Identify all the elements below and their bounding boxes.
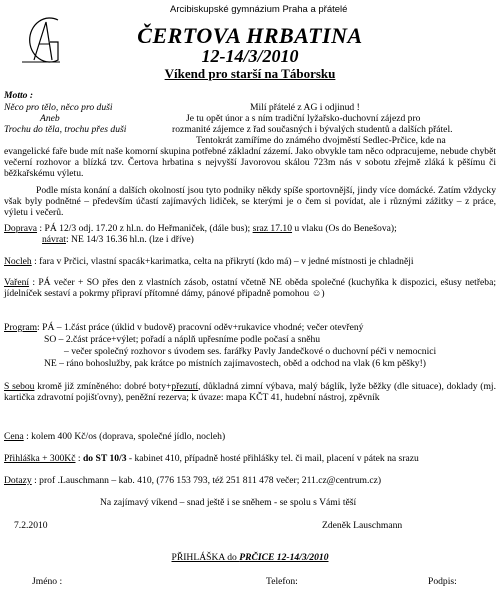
dotazy-label: Dotazy <box>4 475 32 486</box>
section-cena <box>4 431 225 442</box>
program-label: Program <box>4 322 38 333</box>
section-sebou <box>4 381 496 403</box>
section-prihlaska <box>4 453 419 464</box>
nocleh-text: : fara v Prčici, vlastní spacák+karimatka, celta na přikrytí (kdo má) – v jedné místnosti je chladněji <box>31 256 414 267</box>
doprava-text-2: u vlaku (Os do Benešova); <box>292 223 397 234</box>
sebou-prezuti: přezutí <box>171 381 199 392</box>
motto-line-3: Trochu do těla, trochu přes duši <box>4 124 127 135</box>
intro-paragraph-1: evangelické faře bude mít naše komorní skupina potřebné základní zázemí. Jako obvykle tam něco odpracujeme, nebude chybět večerní rozhovor a blízká tzv. Čertova hrbatina s nejvyšší Javorovou skálou 723m nás v sobotu zřejmě zláká k pěšímu či běžkařskému výletu. <box>4 146 496 180</box>
sebou-label: S sebou <box>4 381 35 392</box>
letter-date: 7.2.2010 <box>14 520 48 531</box>
form-title <box>0 552 500 563</box>
motto-line-2: Aneb <box>40 113 60 124</box>
section-vareni <box>4 277 496 299</box>
organization-name: Arcibiskupské gymnázium Praha a přátelé <box>170 4 348 15</box>
section-program <box>4 322 363 333</box>
vareni-label: Vaření <box>4 277 30 288</box>
motto-line-1: Něco pro tělo, něco pro duši <box>4 102 113 113</box>
form-signature-label: Podpis: <box>428 576 457 587</box>
dotazy-text: : prof .Lauschmann – kab. 410, (776 153 793, též 251 811 478 večer; 211.cz@centrum.cz) <box>31 475 382 486</box>
cena-label: Cena <box>4 431 24 442</box>
prihlaska-text-2: - kabinet 410, případně hosté přihlášky tel. či mail, placení v pátek na srazu <box>126 453 419 464</box>
intro-line-1: Je tu opět únor a s ním tradiční lyžařsko-duchovní zájezd pro <box>186 113 421 124</box>
program-saturday: SO – 2.část práce+výlet; pořadí a náplň upřesníme podle počasí a sněhu <box>44 334 321 345</box>
form-title-prefix: PŘIHLÁŠKA do <box>171 552 240 563</box>
prihlaska-deadline: do ST 10/3 <box>82 453 127 464</box>
doprava-text-1: : PÁ 12/3 odj. 17.20 z hl.n. do Heřmaniček, (dále bus); <box>37 223 253 234</box>
program-sunday: NE – ráno bohoslužby, pak krátce po místních zajímavostech, oběd a odchod na vlak (6 km pěšky!) <box>44 358 426 369</box>
greeting: Milí přátelé z AG i odjinud ! <box>250 102 360 113</box>
section-doprava <box>4 223 496 245</box>
cena-text: : kolem 400 Kč/os (doprava, společné jídlo, nocleh) <box>23 431 226 442</box>
prihlaska-label: Přihláška + 300Kč <box>4 453 76 464</box>
vareni-text: : PÁ večer + SO přes den z vlastních zásob, ostatní včetně NE oběda společné (kuchyňka k dispozici, ešusy netřeba; jídelníček sestaví a pokrmy připraví přítomné dámy, pánové připadně pomohou ☺) <box>4 277 496 300</box>
nocleh-label: Nocleh <box>4 256 32 267</box>
doprava-label: Doprava <box>4 223 38 234</box>
motto-heading: Motto : <box>4 90 34 101</box>
doprava-return-label: návrat <box>42 234 66 246</box>
intro-line-2: rozmanité zájemce z řad současných i bývalých studentů a dalších přátel. <box>172 124 453 135</box>
document-title: ČERTOVA HRBATINA <box>137 23 363 48</box>
section-nocleh <box>4 256 496 267</box>
form-phone-label: Telefon: <box>266 576 298 587</box>
doprava-text-3: : NE 14/3 16.36 hl.n. (lze i dříve) <box>65 234 194 246</box>
sebou-text-2: , důkladná zimní výbava, malý báglík, lyže běžky (dle situace), doklady (mj. kartička zdravotní pojišťovny), peněžní rezerva; k úvaze: mapa KČT 41, hudební nástroj, zpěvník <box>4 381 497 404</box>
doprava-meeting: sraz 17.10 <box>252 223 293 234</box>
document-subtitle: Víkend pro starší na Táborsku <box>164 66 336 81</box>
event-dates: 12-14/3/2010 <box>201 46 299 66</box>
sebou-text-1: kromě již zmíněného: dobré boty+ <box>34 381 172 392</box>
intro-line-3: Tentokrát zamíříme do známého dvojměstí Sedlec-Prčice, kde na <box>196 135 446 146</box>
program-friday: : PÁ – 1.část práce (úklid v budově) pracovní oděv+rukavice vhodné; večer otevřený <box>37 322 364 333</box>
closing-line: Na zajímavý víkend – snad ještě i se sněhem - se spolu s Vámi těší <box>100 497 357 508</box>
form-title-place: PRČICE 12-14/3/2010 <box>239 552 329 563</box>
form-name-label: Jméno : <box>32 576 63 587</box>
intro-paragraph-2: Podle místa konání a dalších okolností jsou tyto podniky někdy spíše sportovnější, jindy více domácké. Zatím vždycky však byly podnětné – především účastí zajímavých lidiček, se kterými je o čem si povídat, ale i různými zážitky – z práce, výletu i večerů. <box>4 185 496 219</box>
section-dotazy <box>4 475 381 486</box>
prihlaska-text-1: : <box>75 453 83 464</box>
program-saturday-evening: – večer společný rozhovor s úvodem ses. farářky Pavly Jandečkové o duchovní péči v nemocnici <box>64 346 437 357</box>
author-name: Zdeněk Lauschmann <box>322 520 403 531</box>
